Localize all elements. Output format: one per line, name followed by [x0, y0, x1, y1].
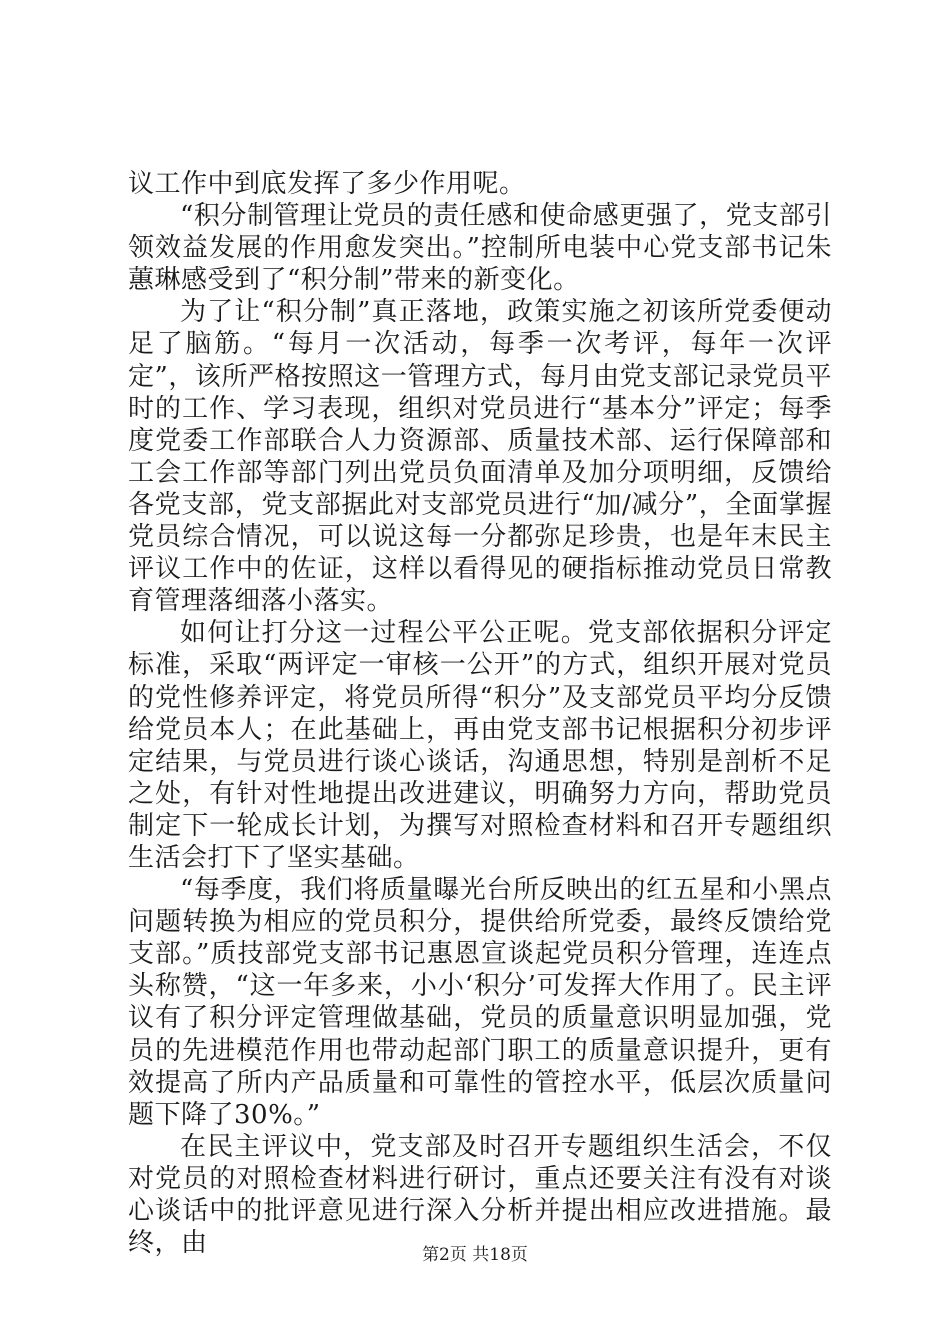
- page-footer: [0, 1244, 950, 1266]
- document-body: [128, 168, 832, 1259]
- paragraph-3: 为了让“积分制”真正落地，政策实施之初该所党委便动足了脑筋。“每月一次活动，每季一次考评，每年一次评定”，该所严格按照这一管理方式，每月由党支部记录党员平时的工作、学习表现，组织对党员进行“基本分”评定；每季度党委工作部联合人力资源部、质量技术部、运行保障部和工会工作部等部门列出党员负面清单及加分项明细，反馈给各党支部，党支部据此对支部党员进行“加/减分”，全面掌握党员综合情况，可以说这每一分都弥足珍贵，也是年末民主评议工作中的佐证，这样以看得见的硬指标推动党员日常教育管理落细落小落实。: [128, 297, 832, 617]
- paragraph-4: 如何让打分这一过程公平公正呢。党支部依据积分评定标准，采取“两评定一审核一公开”的方式，组织开展对党员的党性修养评定，将党员所得“积分”及支部党员平均分反馈给党员本人；在此基础上，再由党支部书记根据积分初步评定结果，与党员进行谈心谈话，沟通思想，特别是剖析不足之处，有针对性地提出改进建议，明确努力方向，帮助党员制定下一轮成长计划，为撰写对照检查材料和召开专题组织生活会打下了坚实基础。: [128, 618, 832, 873]
- paragraph-2: “积分制管理让党员的责任感和使命感更强了，党支部引领效益发展的作用愈发突出。”控制所电装中心党支部书记朱蕙琳感受到了“积分制”带来的新变化。: [128, 201, 832, 296]
- page-number-label: 第2页 共18页: [422, 1245, 528, 1265]
- paragraph-5: “每季度，我们将质量曝光台所反映出的红五星和小黑点问题转换为相应的党员积分，提供给所党委，最终反馈给党支部。”质技部党支部书记惠恩宣谈起党员积分管理，连连点头称赞，“这一年多来，小小‘积分’可发挥大作用了。民主评议有了积分评定管理做基础，党员的质量意识明显加强，党员的先进模范作用也带动起部门职工的质量意识提升，更有效提高了所内产品质量和可靠性的管控水平，低层次质量问题下降了30%。”: [128, 875, 832, 1130]
- paragraph-6: 在民主评议中，党支部及时召开专题组织生活会，不仅对党员的对照检查材料进行研讨，重点还要关注有没有对谈心谈话中的批评意见进行深入分析并提出相应改进措施。最终，由: [128, 1131, 832, 1259]
- paragraph-1: 议工作中到底发挥了多少作用呢。: [128, 169, 526, 199]
